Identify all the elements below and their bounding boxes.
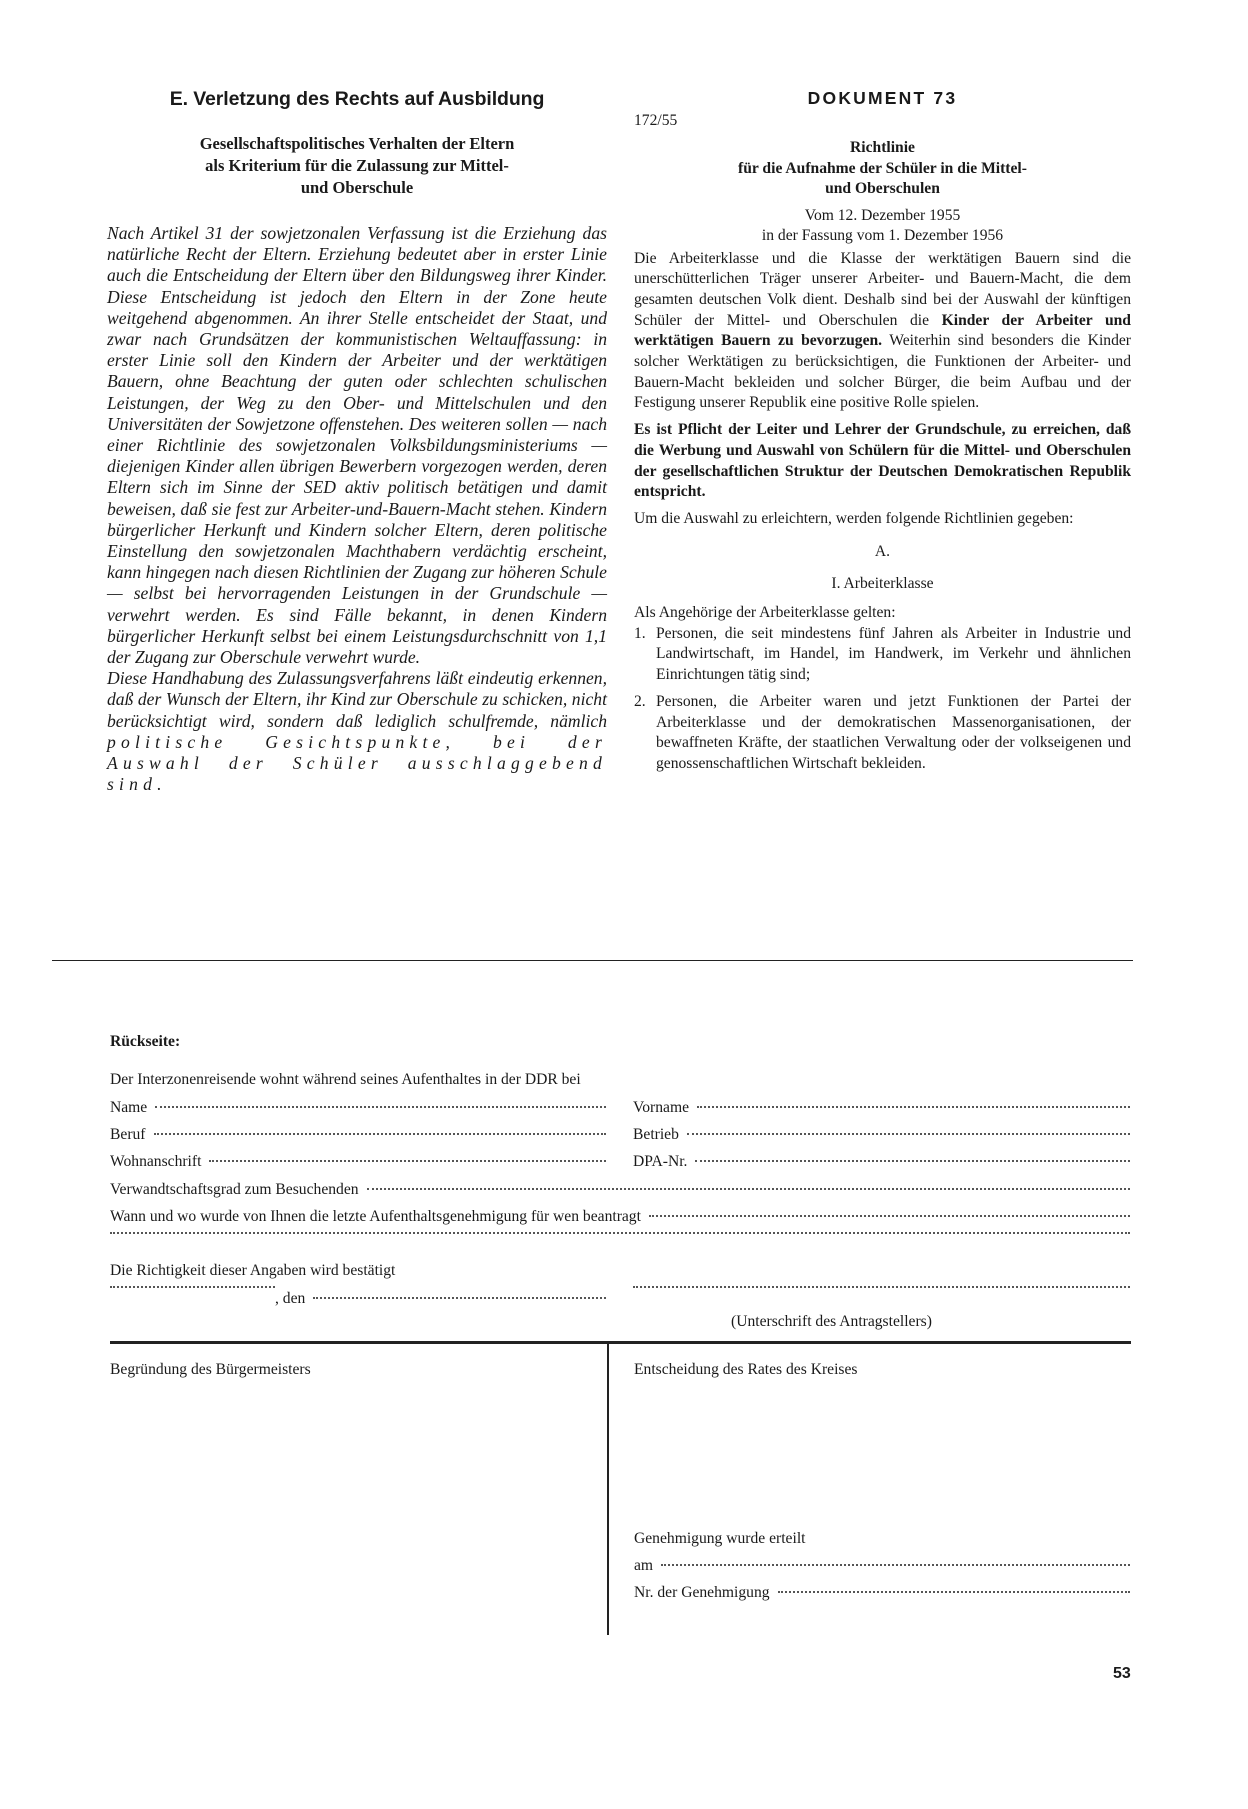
right-paragraph-1-a: Die Arbeiterklasse und die Klasse der werktätigen Bauern sind die unerschütterlichen Träger unserer Arbeiter- und Bauern-Macht, die dem gesamten deutschen Volk dient. Deshalb sind bei der Auswahl der künftigen Schüler der Mittel- und Oberschulen die [634, 249, 1131, 329]
list-item-number: 1. [634, 624, 646, 642]
section-letter: A. [874, 542, 891, 560]
name-dots [155, 1106, 606, 1108]
list-intro: Als Angehörige der Arbeiterklasse gelten: [634, 604, 896, 622]
form-row-nr [634, 1584, 1130, 1606]
nr-field[interactable] [634, 1584, 1130, 1602]
left-subtitle-line: Gesellschaftspolitisches Verhalten der Eltern [199, 134, 515, 153]
left-subtitle-line: und Oberschule [300, 178, 414, 197]
right-column [634, 88, 1131, 781]
left-body [107, 223, 607, 795]
form-row-letzte-continued [110, 1236, 1130, 1258]
rat-label: Entscheidung des Rates des Kreises [634, 1361, 858, 1378]
nr-label: Nr. der Genehmigung [634, 1584, 770, 1601]
vorname-dots [697, 1106, 1130, 1108]
letzte-continuation-field[interactable] [110, 1236, 1130, 1238]
name-field[interactable] [110, 1099, 606, 1117]
dpa-field[interactable] [633, 1153, 1130, 1171]
nr-dots [778, 1591, 1130, 1593]
guideline-date [634, 206, 1131, 246]
verwandtschaft-label: Verwandtschaftsgrad zum Besuchenden [110, 1181, 359, 1198]
betrieb-label: Betrieb [633, 1126, 679, 1143]
verwandtschaft-dots [367, 1188, 1130, 1190]
right-paragraph-1-bold: Kinder der Arbeiter und werktätigen Bauern zu bevorzugen. [634, 311, 1131, 350]
form-heading: Rückseite: [110, 1033, 181, 1050]
betrieb-dots [687, 1133, 1130, 1135]
right-paragraph-1-b: Weiterhin sind besonders die Kinder solcher Werktätigen zu berücksichtigen, die Funktionen der Arbeiter- und Bauern-Macht bekleiden und solcher Bürger, die beim Aufbau und der Festigung unserer Republik eine positive Rolle spielen. [634, 332, 1131, 412]
place-dots [110, 1286, 275, 1288]
signature-field[interactable] [633, 1290, 1130, 1292]
left-paragraph-2 [107, 668, 607, 795]
form-divider [110, 1341, 1131, 1344]
place-field[interactable] [110, 1290, 275, 1292]
right-paragraph-2 [634, 420, 1131, 503]
document-number: 172/55 [634, 112, 678, 129]
form-row-name [110, 1099, 1130, 1121]
guideline-title-line: und Oberschulen [825, 180, 940, 197]
date-field[interactable] [275, 1290, 606, 1308]
left-paragraph-1: Nach Artikel 31 der sowjetzonalen Verfassung ist die Erziehung das natürliche Recht der Eltern. Erziehung bedeutet aber in erster Linie auch die Entscheidung der Eltern über den Bildungsweg ihrer Kinder. Diese Entscheidung ist jedoch den Eltern in der Zone heute weitgehend abgenommen. An ihrer Stelle entscheidet der Staat, und zwar nach Grundsätzen der kommunistischen Weltauffassung: in erster Linie soll den Kindern der Arbeiter und der werktätigen Bauern, ohne Beachtung der guten oder schlechten schulischen Leistungen, der Weg zu den Ober- und Mittelschulen und den Universitäten der Sowjetzone offenstehen. Des weiteren sollen — nach einer Richtlinie des sowjetzonalen Volksbildungsministeriums — diejenigen Kinder allen übrigen Bewerbern vorgezogen werden, deren Eltern sich im Sinne der SED aktiv politisch betätigen und damit beweisen, daß sie fest zur Arbeiter-und-Bauern-Macht stehen. Kindern bürgerlicher Herkunft und Kindern solcher Eltern, deren politische Einstellung den sowjetzonalen Machthabern verdächtig erscheint, kann hingegen nach diesen Richtlinien der Zugang zur höheren Schule — selbst bei hervorragenden Leistungen in der Grundschule — verwehrt werden. Es sind Fälle bekannt, in denen Kindern bürgerlicher Herkunft selbst bei einem Leistungsdurchschnitt von 1,1 der Zugang zur Oberschule verwehrt wurde. [107, 223, 607, 668]
am-dots [661, 1564, 1130, 1566]
right-paragraph-2-bold: Es ist Pflicht der Leiter und Lehrer der Grundschule, zu erreichen, daß die Werbung und Auswahl von Schülern für die Mittel- und Oberschulen der gesellschaftlichen Struktur der Deutschen Demokratischen Republik entspricht. [634, 421, 1131, 501]
guideline-date-line: in der Fassung vom 1. Dezember 1956 [761, 226, 1004, 244]
wohnanschrift-label: Wohnanschrift [110, 1153, 202, 1170]
criteria-list [634, 624, 1131, 775]
list-item-text: Personen, die seit mindestens fünf Jahren als Arbeiter in Industrie und Landwirtschaft, im Handel, im Handwerk, im Verkehr und ähnlichen Einrichtungen tätig sind; [656, 624, 1131, 684]
letzte-field[interactable] [110, 1208, 1130, 1226]
section-heading: I. Arbeiterklasse [831, 575, 934, 593]
beruf-label: Beruf [110, 1126, 146, 1143]
form-row-am [634, 1557, 1130, 1579]
genehmigung-label: Genehmigung wurde erteilt [634, 1530, 806, 1547]
verwandtschaft-field[interactable] [110, 1181, 1130, 1199]
bestaetigt-label: Die Richtigkeit dieser Angaben wird bestätigt [110, 1262, 396, 1279]
list-item [634, 624, 1131, 686]
right-paragraph-3: Um die Auswahl zu erleichtern, werden folgende Richtlinien gegeben: [634, 509, 1074, 527]
den-label: , den [275, 1290, 306, 1307]
form-row-letzte [110, 1208, 1130, 1230]
wohnanschrift-dots [209, 1160, 606, 1162]
beruf-dots [154, 1133, 606, 1135]
am-field[interactable] [634, 1557, 1130, 1575]
form-row-beruf [110, 1126, 1130, 1148]
page-number: 53 [1113, 1665, 1131, 1682]
letzte-label: Wann und wo wurde von Ihnen die letzte Aufenthaltsgenehmigung für wen beantragt [110, 1208, 641, 1225]
vorname-label: Vorname [633, 1099, 690, 1116]
beruf-field[interactable] [110, 1126, 606, 1144]
list-item-number: 2. [634, 692, 646, 710]
guideline-title [634, 138, 1131, 200]
guideline-title-line: für die Aufnahme der Schüler in die Mittel- [738, 159, 1027, 177]
left-subtitle-line: als Kriterium für die Zulassung zur Mittel- [205, 156, 509, 175]
buergermeister-label: Begründung des Bürgermeisters [110, 1361, 311, 1378]
form-vertical-divider [607, 1342, 609, 1635]
top-divider [52, 960, 1133, 961]
letzte-dots [649, 1215, 1130, 1217]
left-column [107, 88, 607, 795]
form-row-wohnanschrift [110, 1153, 1130, 1175]
am-label: am [634, 1557, 654, 1574]
dpa-label: DPA-Nr. [633, 1153, 688, 1170]
form-row-signature [110, 1290, 1130, 1312]
left-paragraph-2-lead: Diese Handhabung des Zulassungsverfahrens läßt eindeutig erkennen, daß der Wunsch der Eltern, ihr Kind zur Oberschule zu schicken, nicht berücksichtigt wird, sondern daß lediglich schulfremde, nämlich [107, 668, 607, 731]
betrieb-field[interactable] [633, 1126, 1130, 1144]
right-body [634, 249, 1131, 775]
right-paragraph-1 [634, 249, 1131, 415]
date-dots [313, 1297, 606, 1299]
guideline-title-line: Richtlinie [850, 139, 915, 156]
list-item-text: Personen, die Arbeiter waren und jetzt Funktionen der Partei der Arbeiterklasse und der demokratischen Massenorganisationen, der bewaffneten Kräfte, der staatlichen Verwaltung oder der volkseigenen und genossenschaftlichen Wirtschaft bekleiden. [656, 692, 1131, 772]
signature-label: (Unterschrift des Antragstellers) [731, 1313, 932, 1330]
signature-dots [633, 1286, 1130, 1288]
document-title: DOKUMENT 73 [807, 88, 958, 108]
wohnanschrift-field[interactable] [110, 1153, 606, 1171]
letzte-continuation-dots [110, 1232, 1130, 1234]
form-intro: Der Interzonenreisende wohnt während seines Aufenthaltes in der DDR bei [110, 1071, 581, 1088]
form-row-verwandtschaft [110, 1181, 1130, 1203]
guideline-date-line: Vom 12. Dezember 1955 [804, 206, 961, 224]
dpa-dots [695, 1160, 1130, 1162]
name-label: Name [110, 1099, 148, 1116]
vorname-field[interactable] [633, 1099, 1130, 1117]
section-title: E. Verletzung des Rechts auf Ausbildung [169, 88, 545, 110]
list-item [634, 692, 1131, 775]
left-paragraph-2-spaced: politische Gesichtspunkte, bei der Auswahl der Schüler ausschlaggebend sind. [107, 731, 607, 795]
left-subtitle [107, 133, 607, 199]
